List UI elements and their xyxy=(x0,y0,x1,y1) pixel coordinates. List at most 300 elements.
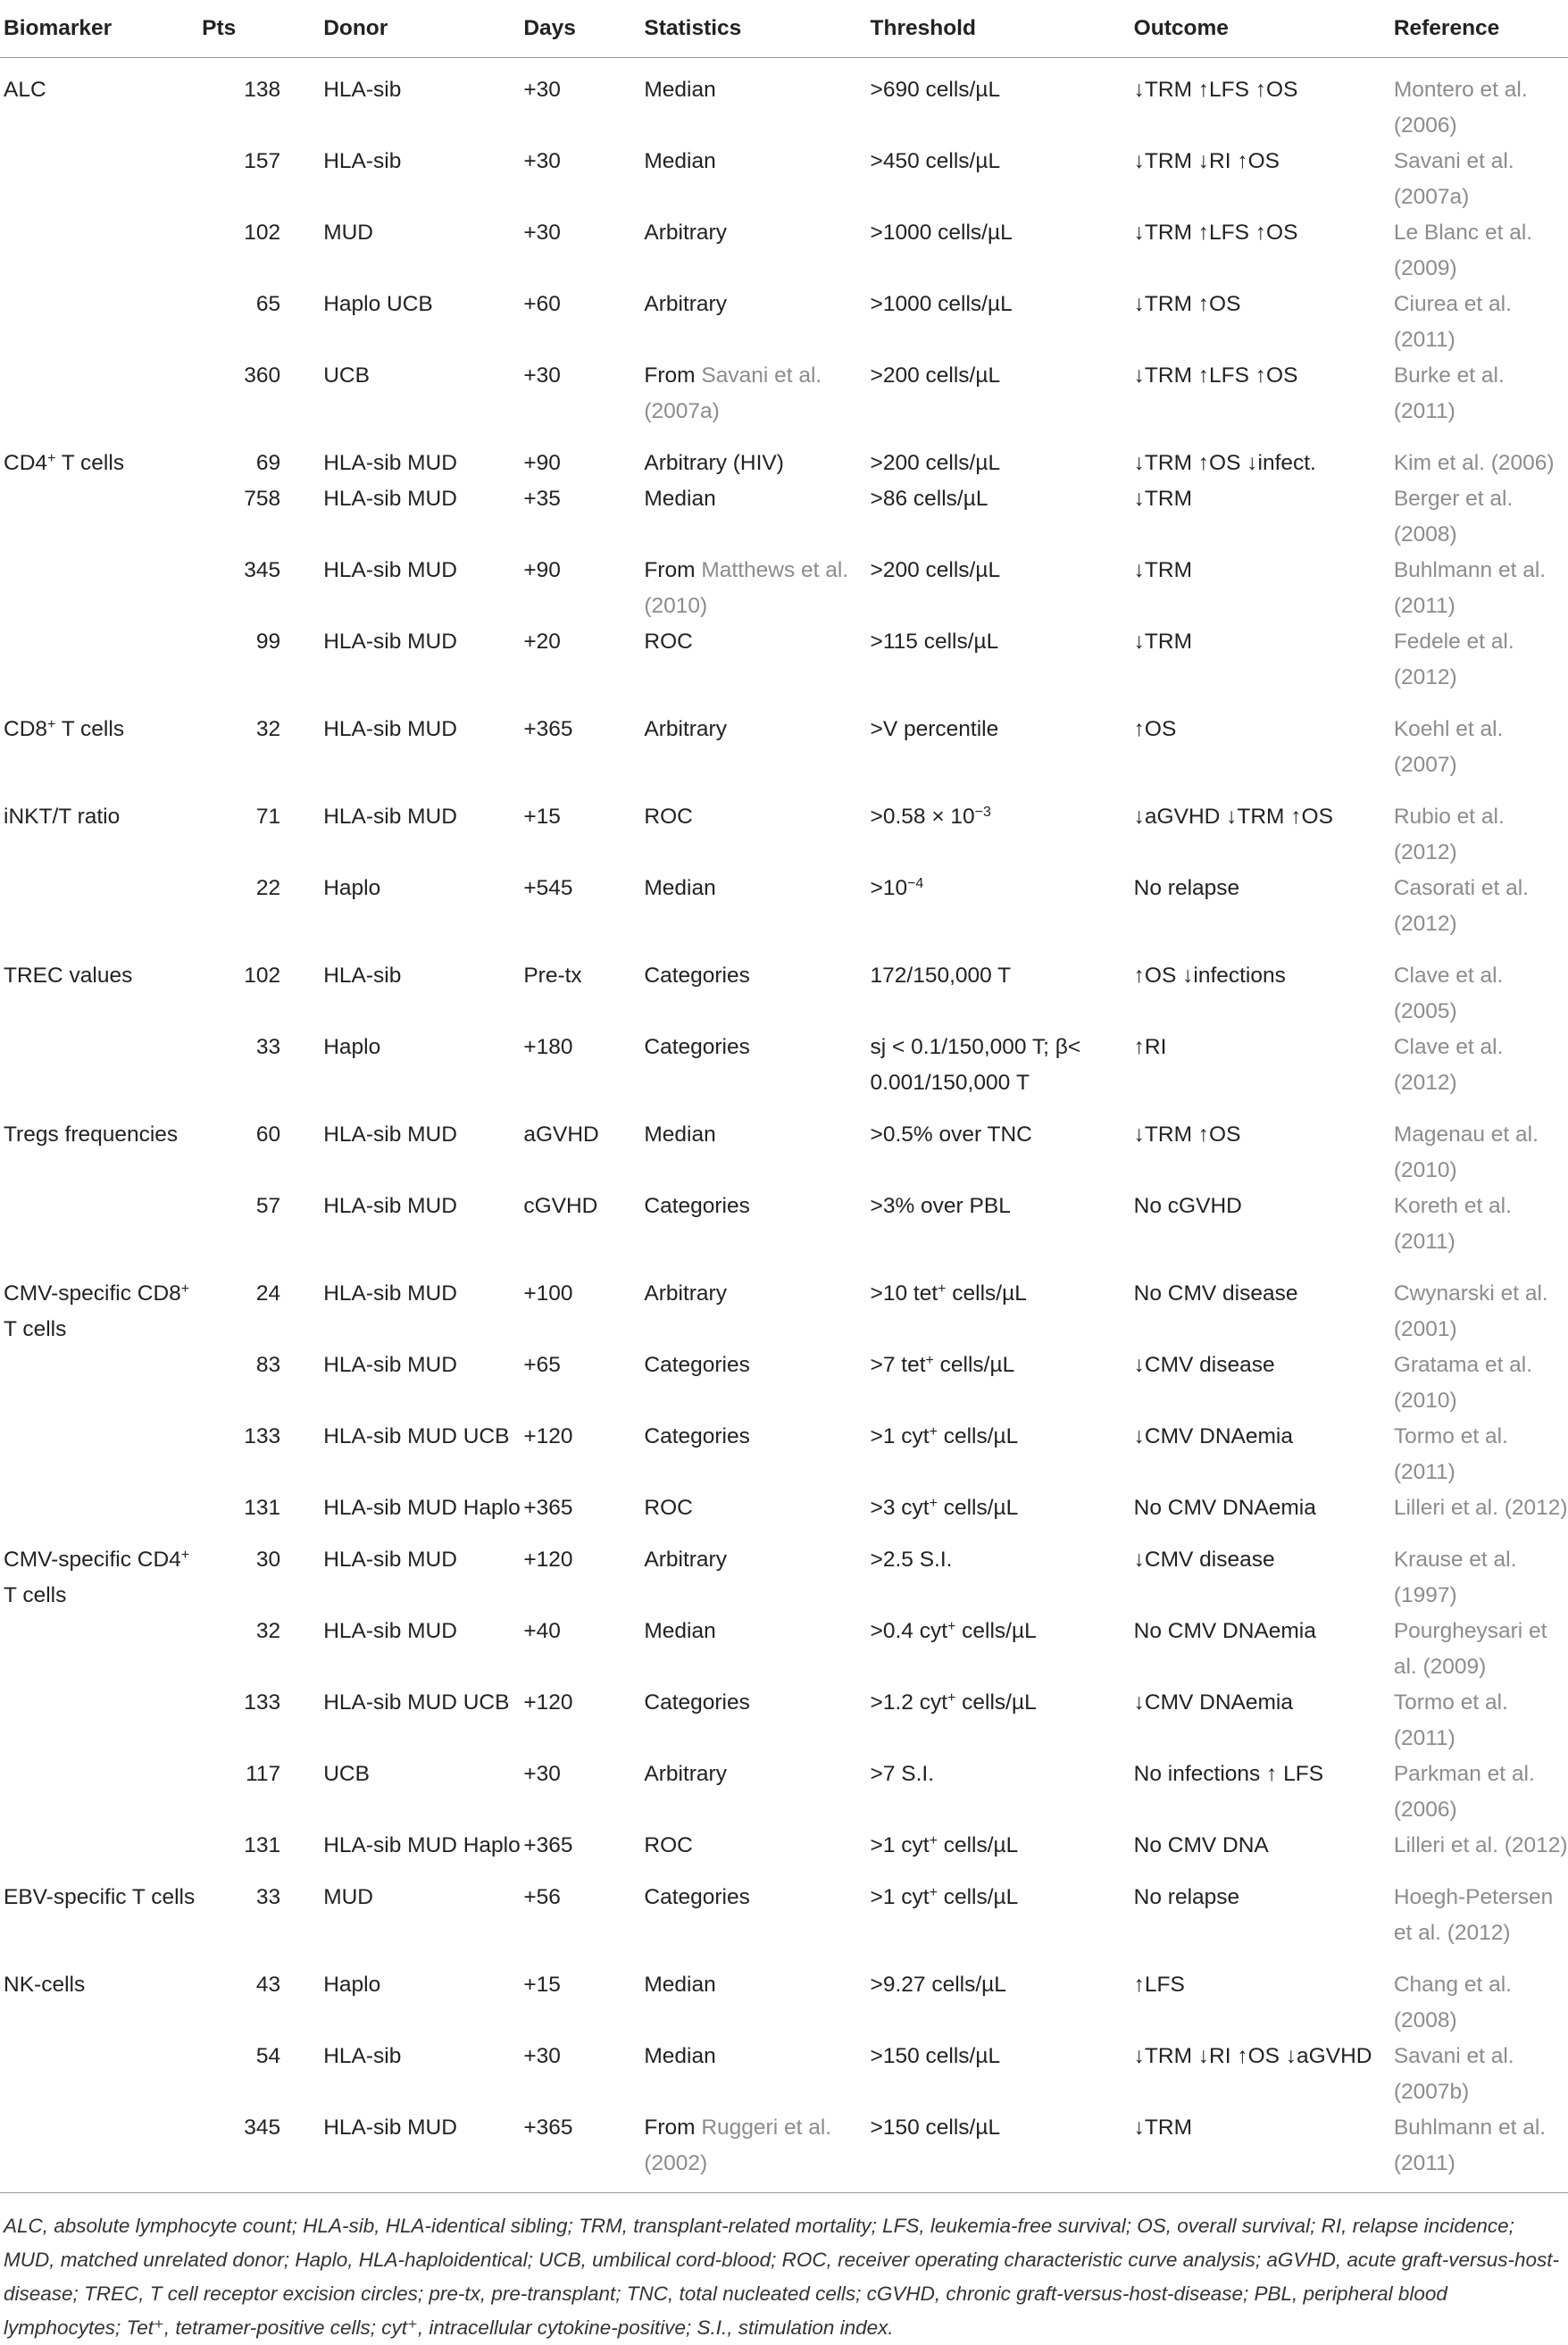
biomarker-superscript: + xyxy=(47,717,56,732)
outcome-value: ↓CMV disease xyxy=(1133,1548,1275,1572)
days-value: +30 xyxy=(523,78,561,102)
threshold-value: >1 cyt xyxy=(870,1833,930,1857)
cell-days xyxy=(523,1864,644,1951)
cell-biomarker xyxy=(0,1419,202,1490)
cell-donor xyxy=(323,696,523,783)
cell-threshold xyxy=(871,624,1134,696)
biomarker-suffix: T cells xyxy=(55,717,125,741)
cell-pts xyxy=(202,624,323,696)
cell-outcome xyxy=(1134,1951,1394,2039)
cell-donor xyxy=(323,1685,523,1757)
days-value: +90 xyxy=(523,451,561,475)
threshold-value: >7 S.I. xyxy=(870,1762,935,1786)
cell-biomarker xyxy=(0,942,202,1030)
table-row xyxy=(0,1101,1568,1189)
cell-reference xyxy=(1394,1951,1568,2039)
reference-citation: Le Blanc et al. (2009) xyxy=(1393,221,1533,280)
cell-donor xyxy=(323,215,523,287)
threshold-value: >1000 cells/µL xyxy=(870,292,1013,316)
cell-threshold xyxy=(871,1685,1134,1757)
days-value: +120 xyxy=(523,1548,573,1572)
cell-donor xyxy=(323,942,523,1030)
donor-value: Haplo xyxy=(323,876,381,900)
statistics-value: Arbitrary xyxy=(644,1281,727,1306)
cell-days xyxy=(523,1614,644,1685)
cell-biomarker xyxy=(0,1685,202,1757)
pts-value: 360 xyxy=(244,363,281,388)
reference-citation: Ciurea et al. (2011) xyxy=(1393,292,1512,352)
outcome-value: ↓TRM ↑OS xyxy=(1133,292,1241,316)
cell-biomarker xyxy=(0,2039,202,2110)
reference-citation: Clave et al. (2005) xyxy=(1393,964,1504,1023)
reference-citation: Fedele et al. (2012) xyxy=(1393,630,1514,689)
cell-outcome xyxy=(1134,144,1394,215)
cell-days xyxy=(523,1189,644,1260)
cell-donor xyxy=(323,481,523,553)
cell-pts xyxy=(202,358,323,430)
pts-value: 24 xyxy=(255,1281,281,1306)
cell-donor xyxy=(323,871,523,942)
cell-reference xyxy=(1394,144,1568,215)
cell-donor xyxy=(323,1828,523,1864)
cell-biomarker xyxy=(0,1490,202,1526)
biomarker-name: TREC values xyxy=(4,964,133,988)
cell-threshold xyxy=(871,58,1134,145)
cell-biomarker xyxy=(0,1864,202,1951)
cell-statistics xyxy=(644,1490,870,1526)
cell-reference xyxy=(1394,58,1568,145)
threshold-superscript: −3 xyxy=(974,805,991,820)
cell-outcome xyxy=(1134,215,1394,287)
biomarker-superscript: + xyxy=(180,1548,190,1563)
cell-reference xyxy=(1394,1828,1568,1864)
reference-citation: Koreth et al. (2011) xyxy=(1393,1194,1512,1254)
donor-value: HLA-sib xyxy=(323,2044,402,2068)
cell-outcome xyxy=(1134,58,1394,145)
biomarker-superscript: + xyxy=(47,451,56,466)
cell-statistics xyxy=(644,1030,870,1101)
cell-pts xyxy=(202,1828,323,1864)
cell-biomarker xyxy=(0,287,202,358)
threshold-superscript: + xyxy=(925,1353,934,1368)
reference-citation: Gratama et al. (2010) xyxy=(1393,1353,1533,1413)
table-row xyxy=(0,1348,1568,1419)
pts-value: 30 xyxy=(255,1548,281,1572)
days-value: +30 xyxy=(523,221,561,245)
donor-value: UCB xyxy=(323,363,370,388)
threshold-suffix: cells/µL xyxy=(937,1496,1019,1520)
reference-citation: Magenau et al. (2010) xyxy=(1393,1122,1539,1182)
cell-statistics xyxy=(644,1189,870,1260)
cell-pts xyxy=(202,696,323,783)
cell-statistics xyxy=(644,215,870,287)
cell-threshold xyxy=(871,1260,1134,1348)
cell-statistics xyxy=(644,1348,870,1419)
cell-outcome xyxy=(1134,553,1394,624)
cell-reference xyxy=(1394,871,1568,942)
cell-pts xyxy=(202,1260,323,1348)
cell-days xyxy=(523,144,644,215)
cell-statistics xyxy=(644,624,870,696)
cell-biomarker xyxy=(0,2110,202,2182)
cell-reference xyxy=(1394,1419,1568,1490)
cell-threshold xyxy=(871,1828,1134,1864)
statistics-value: Median xyxy=(644,149,716,173)
cell-reference xyxy=(1394,430,1568,481)
statistics-citation: Savani et al. (2007a) xyxy=(644,363,822,423)
cell-donor xyxy=(323,553,523,624)
pts-value: 43 xyxy=(255,1973,281,1997)
outcome-value: ↑OS ↓infections xyxy=(1133,964,1286,988)
days-value: +30 xyxy=(523,149,561,173)
cell-biomarker xyxy=(0,1189,202,1260)
cell-reference xyxy=(1394,1490,1568,1526)
outcome-value: ↓TRM ↑OS xyxy=(1133,1122,1241,1147)
statistics-value: ROC xyxy=(644,1833,693,1857)
outcome-value: ↓aGVHD ↓TRM ↑OS xyxy=(1133,805,1333,829)
threshold-value: >1 cyt xyxy=(870,1885,930,1909)
cell-donor xyxy=(323,1419,523,1490)
pts-value: 33 xyxy=(255,1035,281,1059)
days-value: +90 xyxy=(523,558,561,582)
table-row xyxy=(0,2110,1568,2182)
donor-value: UCB xyxy=(323,1762,370,1786)
cell-biomarker xyxy=(0,1348,202,1419)
cell-outcome xyxy=(1134,1614,1394,1685)
cell-outcome xyxy=(1134,871,1394,942)
cell-donor xyxy=(323,1260,523,1348)
reference-citation: Berger et al. (2008) xyxy=(1393,487,1514,547)
reference-citation: Casorati et al. (2012) xyxy=(1393,876,1529,936)
reference-citation: Clave et al. (2012) xyxy=(1393,1035,1504,1095)
cell-reference xyxy=(1394,1348,1568,1419)
cell-donor xyxy=(323,58,523,145)
cell-pts xyxy=(202,1864,323,1951)
cell-statistics xyxy=(644,1614,870,1685)
reference-citation: Buhlmann et al. (2011) xyxy=(1393,2116,1547,2175)
cell-reference xyxy=(1394,1685,1568,1757)
cell-statistics xyxy=(644,1526,870,1614)
reference-citation: Lilleri et al. (2012) xyxy=(1393,1833,1568,1857)
cell-outcome xyxy=(1134,1757,1394,1828)
pts-value: 157 xyxy=(244,149,281,173)
outcome-value: ↑RI xyxy=(1133,1035,1167,1059)
reference-citation: Buhlmann et al. (2011) xyxy=(1393,558,1547,618)
cell-biomarker xyxy=(0,1101,202,1189)
cell-biomarker xyxy=(0,1614,202,1685)
reference-citation: Tormo et al. (2011) xyxy=(1393,1424,1508,1484)
cell-donor xyxy=(323,783,523,871)
cell-outcome xyxy=(1134,696,1394,783)
cell-reference xyxy=(1394,1757,1568,1828)
cell-threshold xyxy=(871,1526,1134,1614)
cell-pts xyxy=(202,58,323,145)
cell-biomarker xyxy=(0,1951,202,2039)
cell-days xyxy=(523,624,644,696)
cell-statistics xyxy=(644,942,870,1030)
cell-reference xyxy=(1394,481,1568,553)
cell-outcome xyxy=(1134,358,1394,430)
statistics-value: Categories xyxy=(644,964,750,988)
cell-reference xyxy=(1394,1864,1568,1951)
outcome-value: ↓CMV DNAemia xyxy=(1133,1690,1294,1715)
reference-citation: Savani et al. (2007a) xyxy=(1393,149,1514,209)
outcome-value: ↓TRM ↑LFS ↑OS xyxy=(1133,221,1298,245)
pts-value: 102 xyxy=(244,221,281,245)
cell-threshold xyxy=(871,1348,1134,1419)
table-row xyxy=(0,1864,1568,1951)
outcome-value: ↓TRM xyxy=(1133,2116,1192,2140)
outcome-value: No CMV DNAemia xyxy=(1133,1619,1316,1643)
cell-donor xyxy=(323,2039,523,2110)
pts-value: 138 xyxy=(244,78,281,102)
cell-pts xyxy=(202,1419,323,1490)
cell-threshold xyxy=(871,287,1134,358)
cell-outcome xyxy=(1134,2110,1394,2182)
cell-biomarker xyxy=(0,871,202,942)
cell-statistics xyxy=(644,1757,870,1828)
days-value: +30 xyxy=(523,2044,561,2068)
cell-pts xyxy=(202,1030,323,1101)
threshold-superscript: + xyxy=(929,1424,938,1440)
table-row xyxy=(0,287,1568,358)
donor-value: HLA-sib MUD xyxy=(323,1548,457,1572)
cell-pts xyxy=(202,144,323,215)
cell-biomarker xyxy=(0,144,202,215)
pts-value: 69 xyxy=(255,451,281,475)
pts-value: 345 xyxy=(244,558,281,582)
reference-citation: Chang et al. (2008) xyxy=(1393,1973,1512,2032)
reference-citation: Kim et al. (2006) xyxy=(1393,451,1555,475)
biomarker-name: NK-cells xyxy=(4,1973,86,1997)
cell-pts xyxy=(202,942,323,1030)
days-value: +40 xyxy=(523,1619,561,1643)
cell-threshold xyxy=(871,1419,1134,1490)
threshold-value: >150 cells/µL xyxy=(870,2116,1001,2140)
pts-value: 83 xyxy=(255,1353,281,1377)
cell-donor xyxy=(323,2110,523,2182)
statistics-prefix: From xyxy=(644,558,696,582)
donor-value: HLA-sib MUD xyxy=(323,1122,457,1147)
cell-days xyxy=(523,1419,644,1490)
cell-biomarker xyxy=(0,58,202,145)
cell-threshold xyxy=(871,1951,1134,2039)
cell-threshold xyxy=(871,553,1134,624)
cell-days xyxy=(523,358,644,430)
days-value: +56 xyxy=(523,1885,561,1909)
cell-reference xyxy=(1394,2039,1568,2110)
pts-value: 71 xyxy=(255,805,281,829)
statistics-citation: Matthews et al. (2010) xyxy=(644,558,849,618)
table-row xyxy=(0,783,1568,871)
cell-reference xyxy=(1394,624,1568,696)
outcome-value: ↑LFS xyxy=(1133,1973,1185,1997)
threshold-value: >9.27 cells/µL xyxy=(870,1973,1006,1997)
outcome-value: No CMV disease xyxy=(1133,1281,1298,1306)
reference-citation: Cwynarski et al. (2001) xyxy=(1393,1281,1548,1341)
reference-citation: Krause et al. (1997) xyxy=(1393,1548,1517,1607)
cell-reference xyxy=(1394,783,1568,871)
reference-citation: Hoegh-Petersen et al. (2012) xyxy=(1393,1885,1554,1945)
pts-value: 133 xyxy=(244,1690,281,1715)
donor-value: HLA-sib MUD xyxy=(323,805,457,829)
threshold-suffix: cells/µL xyxy=(946,1281,1027,1306)
donor-value: HLA-sib MUD UCB xyxy=(323,1424,510,1448)
cell-biomarker xyxy=(0,1526,202,1614)
days-value: +100 xyxy=(523,1281,573,1306)
table-row xyxy=(0,553,1568,624)
cell-outcome xyxy=(1134,1490,1394,1526)
donor-value: HLA-sib MUD UCB xyxy=(323,1690,510,1715)
header-threshold: Threshold xyxy=(871,0,1134,58)
statistics-citation: Ruggeri et al. (2002) xyxy=(644,2116,832,2175)
days-value: +20 xyxy=(523,630,561,654)
donor-value: HLA-sib xyxy=(323,78,402,102)
cell-donor xyxy=(323,1526,523,1614)
table-row xyxy=(0,144,1568,215)
reference-citation: Savani et al. (2007b) xyxy=(1393,2044,1514,2104)
threshold-superscript: + xyxy=(938,1281,947,1297)
table-row xyxy=(0,1614,1568,1685)
threshold-value: >1 cyt xyxy=(870,1424,930,1448)
table-row xyxy=(0,1260,1568,1348)
cell-threshold xyxy=(871,430,1134,481)
cell-reference xyxy=(1394,2110,1568,2182)
table-row xyxy=(0,358,1568,430)
reference-citation: Koehl et al. (2007) xyxy=(1393,717,1504,777)
donor-value: HLA-sib MUD xyxy=(323,1194,457,1218)
cell-statistics xyxy=(644,287,870,358)
cell-days xyxy=(523,1490,644,1526)
cell-statistics xyxy=(644,58,870,145)
cell-days xyxy=(523,1526,644,1614)
days-value: aGVHD xyxy=(523,1122,599,1147)
cell-threshold xyxy=(871,1614,1134,1685)
table-row xyxy=(0,1828,1568,1864)
statistics-value: Median xyxy=(644,1619,716,1643)
threshold-suffix: cells/µL xyxy=(955,1619,1037,1643)
cell-biomarker xyxy=(0,553,202,624)
days-value: cGVHD xyxy=(523,1194,598,1218)
cell-days xyxy=(523,1951,644,2039)
cell-pts xyxy=(202,871,323,942)
cell-reference xyxy=(1394,1526,1568,1614)
cell-statistics xyxy=(644,144,870,215)
reference-citation: Burke et al. (2011) xyxy=(1393,363,1505,423)
threshold-value: >86 cells/µL xyxy=(870,487,988,511)
statistics-value: Median xyxy=(644,487,716,511)
header-outcome: Outcome xyxy=(1134,0,1394,58)
cell-reference xyxy=(1394,696,1568,783)
cell-reference xyxy=(1394,1030,1568,1101)
pts-value: 54 xyxy=(255,2044,281,2068)
cell-statistics xyxy=(644,553,870,624)
cell-pts xyxy=(202,1757,323,1828)
cell-days xyxy=(523,553,644,624)
cell-threshold xyxy=(871,481,1134,553)
cell-threshold xyxy=(871,2039,1134,2110)
cell-threshold xyxy=(871,2110,1134,2182)
cell-threshold xyxy=(871,871,1134,942)
donor-value: Haplo xyxy=(323,1973,381,1997)
threshold-value: >450 cells/µL xyxy=(870,149,1001,173)
cell-days xyxy=(523,1260,644,1348)
days-value: +30 xyxy=(523,363,561,388)
threshold-value: >0.58 × 10 xyxy=(870,805,975,829)
cell-days xyxy=(523,1101,644,1189)
cell-days xyxy=(523,2039,644,2110)
cell-donor xyxy=(323,1614,523,1685)
cell-outcome xyxy=(1134,1030,1394,1101)
cell-pts xyxy=(202,1101,323,1189)
donor-value: Haplo xyxy=(323,1035,381,1059)
table-row xyxy=(0,1189,1568,1260)
threshold-value: >10 tet xyxy=(870,1281,938,1306)
threshold-superscript: + xyxy=(929,1833,938,1848)
cell-threshold xyxy=(871,1757,1134,1828)
cell-days xyxy=(523,1030,644,1101)
donor-value: HLA-sib MUD xyxy=(323,1619,457,1643)
cell-biomarker xyxy=(0,1757,202,1828)
cell-donor xyxy=(323,1490,523,1526)
threshold-superscript: + xyxy=(947,1690,956,1706)
outcome-value: No CMV DNAemia xyxy=(1133,1496,1316,1520)
reference-citation: Pourgheysari et al. (2009) xyxy=(1393,1619,1547,1679)
pts-value: 758 xyxy=(244,487,281,511)
cell-statistics xyxy=(644,696,870,783)
statistics-value: Categories xyxy=(644,1690,750,1715)
outcome-value: No infections ↑ LFS xyxy=(1133,1762,1324,1786)
statistics-value: Arbitrary xyxy=(644,1548,727,1572)
table-row xyxy=(0,871,1568,942)
cell-days xyxy=(523,430,644,481)
statistics-value: Categories xyxy=(644,1035,750,1059)
table-row xyxy=(0,942,1568,1030)
cell-donor xyxy=(323,1757,523,1828)
threshold-value: >200 cells/µL xyxy=(870,363,1001,388)
statistics-value: Arbitrary xyxy=(644,717,727,741)
pts-value: 131 xyxy=(244,1496,281,1520)
cell-outcome xyxy=(1134,783,1394,871)
cell-days xyxy=(523,1757,644,1828)
pts-value: 33 xyxy=(255,1885,281,1909)
cell-statistics xyxy=(644,1419,870,1490)
cell-biomarker xyxy=(0,358,202,430)
threshold-value: >1.2 cyt xyxy=(870,1690,947,1715)
table-header-row xyxy=(0,0,1568,58)
table-row xyxy=(0,696,1568,783)
cell-pts xyxy=(202,1490,323,1526)
days-value: +15 xyxy=(523,1973,561,1997)
days-value: +35 xyxy=(523,487,561,511)
days-value: +30 xyxy=(523,1762,561,1786)
cell-outcome xyxy=(1134,1348,1394,1419)
cell-statistics xyxy=(644,1864,870,1951)
threshold-superscript: + xyxy=(929,1885,938,1900)
header-donor: Donor xyxy=(323,0,523,58)
biomarker-name: CD8 xyxy=(4,717,48,741)
threshold-value: >0.5% over TNC xyxy=(870,1122,1032,1147)
cell-outcome xyxy=(1134,1189,1394,1260)
header-reference: Reference xyxy=(1394,0,1568,58)
threshold-suffix: cells/µL xyxy=(933,1353,1015,1377)
table-row xyxy=(0,58,1568,145)
cell-pts xyxy=(202,1614,323,1685)
cell-statistics xyxy=(644,871,870,942)
table-row xyxy=(0,481,1568,553)
cell-statistics xyxy=(644,481,870,553)
statistics-value: Categories xyxy=(644,1194,750,1218)
